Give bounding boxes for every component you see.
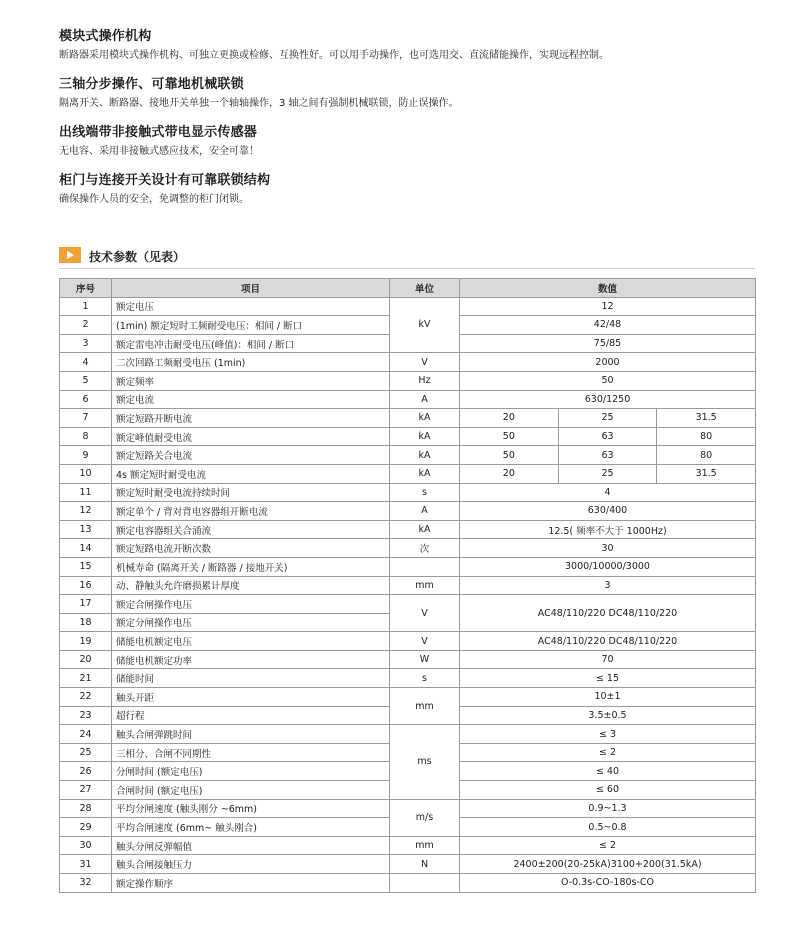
row-value: 50 <box>460 371 756 390</box>
row-value: ≤ 2 <box>460 836 756 855</box>
row-unit: kA <box>390 464 460 483</box>
row-value: 12.5( 频率不大于 1000Hz) <box>460 520 756 539</box>
row-no: 9 <box>60 446 112 465</box>
row-value-31-5ka: 31.5 <box>657 464 756 483</box>
table-row <box>60 799 756 818</box>
play-arrow-icon <box>59 247 81 263</box>
row-item: 平均分闸速度 (触头刚分 ~6mm) <box>112 799 390 818</box>
row-item: 触头合闸接触压力 <box>112 855 390 874</box>
row-unit: kA <box>390 409 460 428</box>
table-row <box>60 576 756 595</box>
row-unit: s <box>390 669 460 688</box>
header-item: 项目 <box>112 279 390 298</box>
row-value: 0.5~0.8 <box>460 818 756 837</box>
table-row <box>60 650 756 669</box>
row-value: 4 <box>460 483 756 502</box>
row-no: 6 <box>60 390 112 409</box>
row-unit <box>390 557 460 576</box>
row-value: 10±1 <box>460 688 756 707</box>
row-no: 7 <box>60 409 112 428</box>
row-unit <box>390 874 460 893</box>
row-value-25ka: 25 <box>558 464 657 483</box>
row-value: 2400±200(20-25kA)3100+200(31.5kA) <box>460 855 756 874</box>
feature-title: 模块式操作机构 <box>59 29 152 44</box>
row-value-20ka: 20 <box>460 409 559 428</box>
row-value-31-5ka: 31.5 <box>657 409 756 428</box>
row-unit: V <box>390 595 460 632</box>
table-row <box>60 297 756 316</box>
row-no: 13 <box>60 520 112 539</box>
row-item: (1min) 额定短时工频耐受电压：相间 / 断口 <box>112 316 390 335</box>
row-value: ≤ 15 <box>460 669 756 688</box>
row-no: 21 <box>60 669 112 688</box>
row-item: 分闸时间 (额定电压) <box>112 762 390 781</box>
table-row <box>60 595 756 614</box>
row-unit: V <box>390 353 460 372</box>
table-row <box>60 502 756 521</box>
feature-block <box>59 28 759 63</box>
row-value: 75/85 <box>460 334 756 353</box>
row-no: 10 <box>60 464 112 483</box>
row-item: 触头分闸反弹幅值 <box>112 836 390 855</box>
feature-block <box>59 124 759 159</box>
row-unit: m/s <box>390 799 460 836</box>
row-unit: mm <box>390 576 460 595</box>
row-no: 27 <box>60 781 112 800</box>
row-no: 30 <box>60 836 112 855</box>
table-row <box>60 390 756 409</box>
row-unit: kA <box>390 446 460 465</box>
row-no: 1 <box>60 297 112 316</box>
feature-list <box>59 28 759 207</box>
table-row <box>60 557 756 576</box>
feature-block <box>59 76 759 111</box>
table-row <box>60 353 756 372</box>
table-row <box>60 371 756 390</box>
row-item: 额定电容器组关合涌流 <box>112 520 390 539</box>
row-no: 29 <box>60 818 112 837</box>
row-unit: ms <box>390 725 460 799</box>
section-title: 技术参数（见表） <box>89 250 186 264</box>
row-item: 4s 额定短时耐受电流 <box>112 464 390 483</box>
feature-title: 三轴分步操作、可靠地机械联锁 <box>59 77 244 92</box>
row-no: 26 <box>60 762 112 781</box>
table-row <box>60 539 756 558</box>
table-row <box>60 632 756 651</box>
row-item: 二次回路工频耐受电压 (1min) <box>112 353 390 372</box>
row-value: 70 <box>460 650 756 669</box>
row-unit: kA <box>390 427 460 446</box>
row-no: 19 <box>60 632 112 651</box>
feature-block <box>59 172 759 207</box>
row-item: 额定峰值耐受电流 <box>112 427 390 446</box>
row-value: 630/1250 <box>460 390 756 409</box>
row-unit: A <box>390 390 460 409</box>
row-item: 储能时间 <box>112 669 390 688</box>
row-item: 额定分闸操作电压 <box>112 613 390 632</box>
row-no: 2 <box>60 316 112 335</box>
row-no: 17 <box>60 595 112 614</box>
table-row <box>60 669 756 688</box>
row-no: 32 <box>60 874 112 893</box>
row-item: 平均合闸速度 (6mm~ 触头刚合) <box>112 818 390 837</box>
row-no: 18 <box>60 613 112 632</box>
row-item: 动、静触头允许磨损累计厚度 <box>112 576 390 595</box>
row-unit: kA <box>390 520 460 539</box>
row-unit: 次 <box>390 539 460 558</box>
row-no: 20 <box>60 650 112 669</box>
row-unit: W <box>390 650 460 669</box>
row-value-31-5ka: 80 <box>657 446 756 465</box>
feature-description: 隔离开关、断路器、接地开关单独一个轴轴操作，3 轴之间有强制机械联锁，防止误操作。 <box>59 98 459 109</box>
row-value-20ka: 20 <box>460 464 559 483</box>
row-unit: Hz <box>390 371 460 390</box>
feature-description: 无电容、采用非接触式感应技术，安全可靠！ <box>59 146 259 157</box>
row-no: 3 <box>60 334 112 353</box>
row-unit: mm <box>390 836 460 855</box>
header-unit: 单位 <box>390 279 460 298</box>
row-no: 16 <box>60 576 112 595</box>
row-value: ≤ 60 <box>460 781 756 800</box>
row-item: 三相分、合闸不同期性 <box>112 743 390 762</box>
table-row <box>60 464 756 483</box>
table-row <box>60 836 756 855</box>
spec-table <box>59 278 756 893</box>
row-item: 额定操作顺序 <box>112 874 390 893</box>
feature-description: 断路器采用模块式操作机构、可独立更换或检修、互换性好。可以用手动操作，也可选用交、直流储能操作，实现远程控制。 <box>59 50 609 61</box>
row-no: 24 <box>60 725 112 744</box>
row-unit: mm <box>390 688 460 725</box>
row-unit: kV <box>390 297 460 353</box>
row-item: 合闸时间 (额定电压) <box>112 781 390 800</box>
row-value: ≤ 40 <box>460 762 756 781</box>
row-no: 5 <box>60 371 112 390</box>
row-value-25ka: 63 <box>558 427 657 446</box>
row-value: 42/48 <box>460 316 756 335</box>
table-row <box>60 409 756 428</box>
row-item: 触头开距 <box>112 688 390 707</box>
row-value: 0.9~1.3 <box>460 799 756 818</box>
row-unit: V <box>390 632 460 651</box>
row-value: 2000 <box>460 353 756 372</box>
table-row <box>60 427 756 446</box>
table-row <box>60 520 756 539</box>
header-value: 数值 <box>460 279 756 298</box>
row-value: 3 <box>460 576 756 595</box>
row-item: 额定短路关合电流 <box>112 446 390 465</box>
row-item: 额定短路电流开断次数 <box>112 539 390 558</box>
row-no: 23 <box>60 706 112 725</box>
row-item: 储能电机额定功率 <box>112 650 390 669</box>
row-no: 11 <box>60 483 112 502</box>
table-row <box>60 725 756 744</box>
row-value: ≤ 2 <box>460 743 756 762</box>
row-no: 12 <box>60 502 112 521</box>
row-item: 额定雷电冲击耐受电压(峰值)：相间 / 断口 <box>112 334 390 353</box>
row-unit: A <box>390 502 460 521</box>
row-value-25ka: 63 <box>558 446 657 465</box>
row-no: 28 <box>60 799 112 818</box>
row-value: 30 <box>460 539 756 558</box>
table-row <box>60 874 756 893</box>
row-value-25ka: 25 <box>558 409 657 428</box>
row-no: 14 <box>60 539 112 558</box>
row-item: 储能电机额定电压 <box>112 632 390 651</box>
header-no: 序号 <box>60 279 112 298</box>
row-value: 3.5±0.5 <box>460 706 756 725</box>
table-row <box>60 483 756 502</box>
row-no: 8 <box>60 427 112 446</box>
row-value-20ka: 50 <box>460 427 559 446</box>
table-row <box>60 446 756 465</box>
row-item: 机械寿命 (隔离开关 / 断路器 / 接地开关) <box>112 557 390 576</box>
row-value: ≤ 3 <box>460 725 756 744</box>
row-value: 630/400 <box>460 502 756 521</box>
row-no: 4 <box>60 353 112 372</box>
row-value-31-5ka: 80 <box>657 427 756 446</box>
row-no: 15 <box>60 557 112 576</box>
row-item: 额定短路开断电流 <box>112 409 390 428</box>
row-item: 额定短时耐受电流持续时间 <box>112 483 390 502</box>
row-value-20ka: 50 <box>460 446 559 465</box>
row-unit: s <box>390 483 460 502</box>
row-item: 额定单个 / 背对背电容器组开断电流 <box>112 502 390 521</box>
row-item: 超行程 <box>112 706 390 725</box>
row-no: 31 <box>60 855 112 874</box>
row-no: 22 <box>60 688 112 707</box>
feature-title: 柜门与连接开关设计有可靠联锁结构 <box>59 173 271 188</box>
row-item: 额定合闸操作电压 <box>112 595 390 614</box>
row-unit: N <box>390 855 460 874</box>
row-no: 25 <box>60 743 112 762</box>
section-header <box>59 244 755 269</box>
row-value: AC48/110/220 DC48/110/220 <box>460 632 756 651</box>
feature-title: 出线端带非接触式带电显示传感器 <box>59 125 258 140</box>
table-header-row <box>60 279 756 298</box>
row-value: 3000/10000/3000 <box>460 557 756 576</box>
row-item: 触头合闸弹跳时间 <box>112 725 390 744</box>
row-value: AC48/110/220 DC48/110/220 <box>460 595 756 632</box>
row-value: O-0.3s-CO-180s-CO <box>460 874 756 893</box>
table-row <box>60 855 756 874</box>
row-item: 额定电压 <box>112 297 390 316</box>
feature-description: 确保操作人员的安全，免调整的柜门闭锁。 <box>59 194 249 205</box>
table-row <box>60 688 756 707</box>
row-item: 额定电流 <box>112 390 390 409</box>
row-value: 12 <box>460 297 756 316</box>
row-item: 额定频率 <box>112 371 390 390</box>
